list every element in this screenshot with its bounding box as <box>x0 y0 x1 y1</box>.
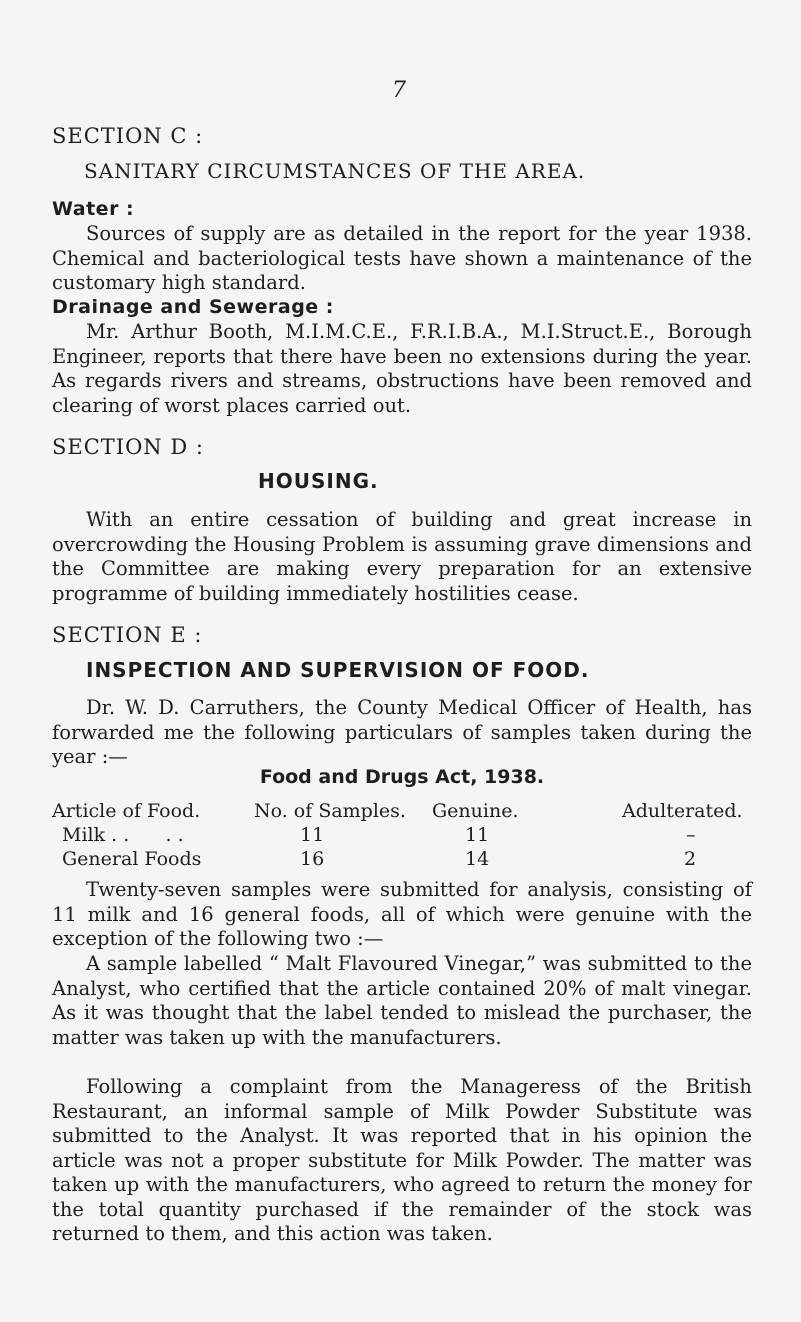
milk-powder-paragraph: Following a complaint from the Manageress of the British Restaurant, an informal sample of Milk Powder Substitute was submitted to the Analyst. It was reported that in his opinion the article was not a proper substitute for Milk Powder. The matter was taken up with the manufacturers, who agreed to return the money for the total quantity purchased if the remainder of the stock was returned to them, and this action was taken. <box>52 1075 752 1245</box>
header-samples: No. of Samples. <box>254 800 406 822</box>
row-article: General Foods <box>62 848 202 870</box>
table-title: Food and Drugs Act, 1938. <box>259 766 545 788</box>
drainage-paragraph: Mr. Arthur Booth, M.I.M.C.E., F.R.I.B.A., M.I.Struct.E., Borough Engineer, reports that there have been no extensions during the year. As regards rivers and streams, obstructions have been removed and clearing of worst places carried out. <box>52 320 752 417</box>
section-d-heading: SECTION D : <box>52 435 204 459</box>
drainage-label: Drainage and Sewerage : <box>52 296 334 318</box>
food-intro-paragraph: Dr. W. D. Carruthers, the County Medical Officer of Health, has forwarded me the following particulars of samples taken during the year :— <box>52 696 752 768</box>
table-header-row <box>52 800 752 824</box>
row-adulterated: 2 <box>684 848 697 870</box>
section-e-heading: SECTION E : <box>52 623 203 647</box>
water-paragraph: Sources of supply are as detailed in the report for the year 1938. Chemical and bacteriological tests have shown a maintenance of the customary high standard. <box>52 222 752 294</box>
page-number: 7 <box>392 78 406 103</box>
section-d-subheading: HOUSING. <box>258 469 379 493</box>
row-samples: 16 <box>300 848 325 870</box>
section-e-subheading: INSPECTION AND SUPERVISION OF FOOD. <box>86 658 590 682</box>
row-article: Milk . . . . <box>62 824 184 846</box>
row-genuine: 11 <box>465 824 490 846</box>
row-samples: 11 <box>300 824 325 846</box>
row-adulterated: – <box>686 824 696 846</box>
table-row <box>52 824 752 848</box>
samples-paragraph: Twenty-seven samples were submitted for analysis, consisting of 11 milk and 16 general foods, all of which were genuine with the exception of the following two :— <box>52 878 752 950</box>
section-c-heading: SECTION C : <box>52 124 204 148</box>
header-article: Article of Food. <box>52 800 201 822</box>
header-adulterated: Adulterated. <box>622 800 743 822</box>
row-genuine: 14 <box>465 848 490 870</box>
header-genuine: Genuine. <box>432 800 519 822</box>
housing-paragraph: With an entire cessation of building and great increase in overcrowding the Housing Problem is assuming grave dimensions and the Committee are making every preparation for an extensive programme of building immediately hostilities cease. <box>52 508 752 605</box>
vinegar-paragraph: A sample labelled “ Malt Flavoured Vinegar,” was submitted to the Analyst, who certified that the article contained 20% of malt vinegar. As it was thought that the label tended to mislead the purchaser, the matter was taken up with the manufacturers. <box>52 952 752 1049</box>
section-c-subheading: SANITARY CIRCUMSTANCES OF THE AREA. <box>84 159 586 183</box>
water-label: Water : <box>52 198 135 220</box>
table-row <box>52 848 752 872</box>
